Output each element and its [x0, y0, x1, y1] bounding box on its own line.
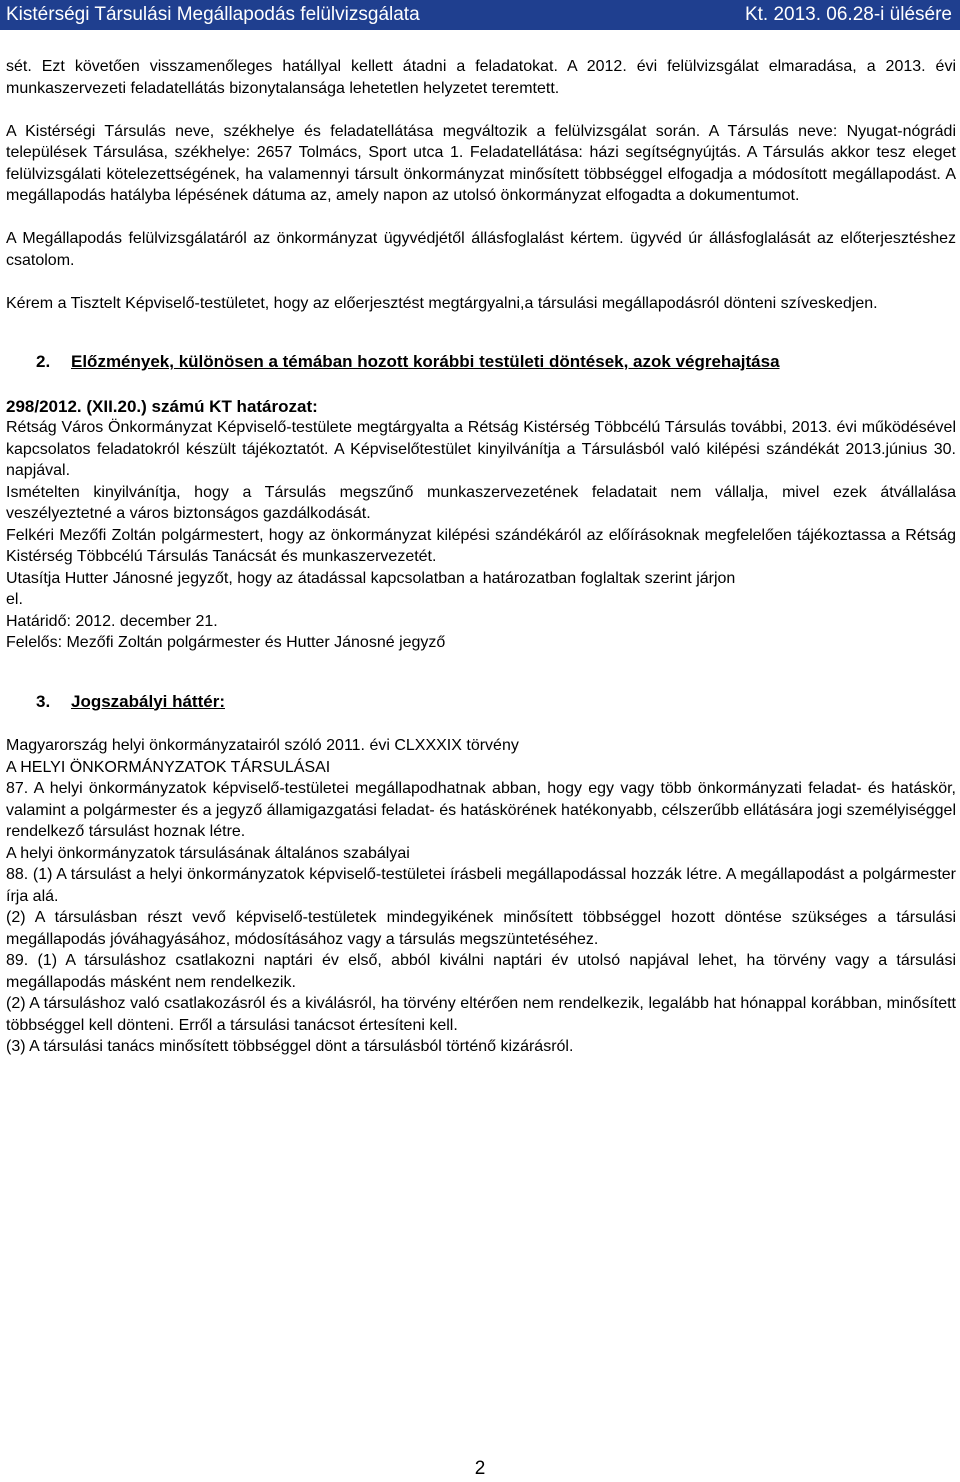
law-paragraph-87: 87. A helyi önkormányzatok képviselő-testületei megállapodhatnak abban, hogy egy vagy több önkormányzati feladat- és hatáskör, valamint a polgármester és a jegyző államigazgatási feladat- és hatáskörének hatékonyabb, célszerűbb ellátására jogi személyiséggel rendelkező társulást hoznak létre. [6, 780, 956, 840]
law-paragraph-89-1: 89. (1) A társuláshoz csatlakozni naptári év első, abból kiválni naptári év utolsó napjával lehet, ha törvény vagy a társulási megállapodás másként nem rendelkezik. [6, 952, 956, 991]
law-paragraph-88-1: 88. (1) A társulást a helyi önkormányzatok képviselő-testületei írásbeli megállapodással hozzák létre. A megállapodást a polgármester írja alá. [6, 866, 956, 905]
section-2-number: 2. [36, 352, 51, 371]
law-paragraph-88-2: (2) A társulásban részt vevő képviselő-testületek mindegyikének minősített többséggel hozott döntése szükséges a társulási megállapodás jóváhagyásához, módosításához vagy a társulás megszüntetéséhez. [6, 909, 956, 948]
paragraph-legal-opinion: A Megállapodás felülvizsgálatáról az önkormányzat ügyvédjétől állásfoglalást kértem. ügyvéd úr állásfoglalását az előterjesztéshez csatolom. [6, 230, 956, 269]
paragraph-intro: sét. Ezt követően visszamenőleges hatállyal kellett átadni a feladatokat. A 2012. évi felülvizsgálat elmaradása, a 2013. évi munkaszervezeti feladatellátás bizonytalansága lehetetlen helyzetet teremtett. [6, 58, 956, 97]
paragraph-association-change: A Kistérségi Társulás neve, székhelye és feladatellátása megváltozik a felülvizsgálat során. A Társulás neve: Nyugat-nógrádi települések Társulása, székhelye: 2657 Tolmács, Sport utca 1. Feladatellátása: házi segítségnyújtás. A Társulás akkor tesz eleget felülvizsgálati kötelezettségének, ha valamennyi társult önkormányzat minősített többséggel elfogadja a módosított megállapodást. A megállapodás hatályba lépésének dátuma az, amely napon az utolsó önkormányzat elfogadta a dokumentumot. [6, 122, 956, 204]
law-paragraph-89-3: (3) A társulási tanács minősített többséggel dönt a társulásból történő kizárásról. [6, 1038, 574, 1055]
section-3-title: Jogszabályi háttér: [71, 691, 225, 711]
page-number: 2 [474, 1458, 486, 1479]
section-2-heading [36, 350, 956, 374]
section-2-title: Előzmények, különösen a témában hozott korábbi testületi döntések, azok végrehajtása [71, 352, 780, 371]
section-3-heading [36, 690, 956, 714]
section-3-number: 3. [36, 691, 51, 711]
paragraph-request: Kérem a Tisztelt Képviselő-testületet, hogy az előerjesztést megtárgyalni,a társulási megállapodásról dönteni szíveskedjen. [6, 294, 878, 312]
document-body [6, 56, 956, 1058]
page-header [0, 0, 960, 30]
law-title: Magyarország helyi önkormányzatairól szóló 2011. évi CLXXXIX törvény [6, 737, 519, 754]
resolution-deadline: Határidő: 2012. december 21. [6, 612, 218, 630]
resolution-line: el. [6, 591, 23, 608]
resolution-line: Ismételten kinyilvánítja, hogy a Társulás megszűnő munkaszervezetének feladatait nem vállalja, mivel ezek átvállalása veszélyeztetné a város biztonságos gazdálkodását. [6, 483, 956, 522]
law-paragraph-89-2: (2) A társuláshoz való csatlakozásról és a kiválásról, ha törvény eltérően nem rendelkezik, legalább hat hónappal korábban, minősített többséggel kell dönteni. Erről a társulási tanácsot értesíteni kell. [6, 995, 956, 1034]
law-subheading: A helyi önkormányzatok társulásának általános szabályai [6, 844, 410, 862]
resolution-responsible: Felelős: Mezőfi Zoltán polgármester és Hutter Jánosné jegyző [6, 634, 446, 651]
resolution-heading: 298/2012. (XII.20.) számú KT határozat: [6, 396, 318, 416]
resolution-line: Utasítja Hutter Jánosné jegyzőt, hogy az átadással kapcsolatban a határozatban foglaltak szerint járjon [6, 569, 736, 587]
resolution-line: Felkéri Mezőfi Zoltán polgármestert, hogy az önkormányzat kilépési szándékáról az előírásoknak megfelelően tájékoztassa a Rétság Kistérség Többcélú Társulás Tanácsát és munkaszervezetét. [6, 526, 956, 565]
resolution-line: Rétság Város Önkormányzat Képviselő-testülete megtárgyalta a Rétság Kistérség Többcélú Társulás további, 2013. évi működésével kapcsolatos feladatokról készült tájékoztatót. A Képviselőtestület kinyilvánítja a Társulásból való kilépési szándékát 2013.június 30. napjával. [6, 419, 956, 479]
header-meeting-date: Kt. 2013. 06.28-i ülésére [744, 4, 952, 25]
header-document-title: Kistérségi Társulási Megállapodás felülvizsgálata [6, 4, 420, 25]
law-chapter: A HELYI ÖNKORMÁNYZATOK TÁRSULÁSAI [6, 758, 331, 776]
